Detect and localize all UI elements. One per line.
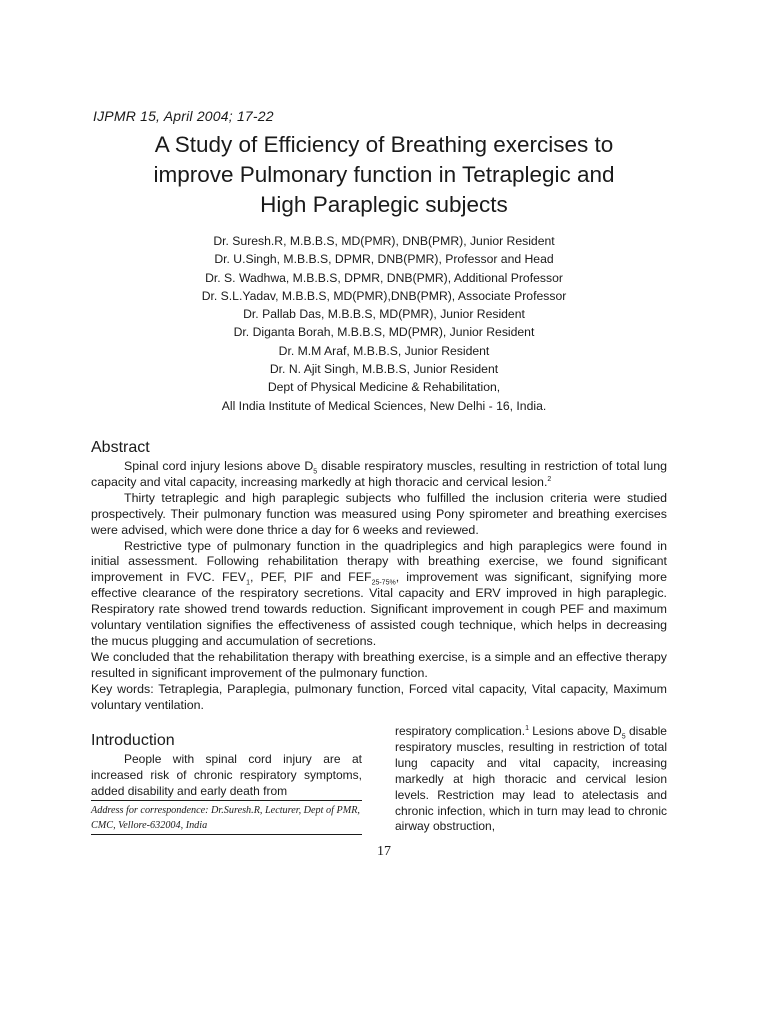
text-run: respiratory complication. bbox=[395, 724, 526, 738]
author-line: Dr. U.Singh, M.B.B.S, DPMR, DNB(PMR), Professor and Head bbox=[214, 252, 554, 267]
abstract-conclusion: We concluded that the rehabilitation therapy with breathing exercise, is a simple and an effective therapy resulted in significant improvement of the pulmonary function. bbox=[91, 649, 667, 680]
title-line: High Paraplegic subjects bbox=[260, 192, 508, 217]
abstract-paragraph bbox=[91, 459, 667, 491]
column-bottom-rule bbox=[91, 834, 362, 835]
text-run: disable respiratory muscles, resulting in restriction of total lung capacity and vital capacity, increasing markedly at high thoracic and cervical lesion levels. Restriction may lead to atelectasis and chronic infection, which in turn may lead to chronic airway obstruction, bbox=[395, 724, 667, 834]
keywords: Key words: Tetraplegia, Paraplegia, pulmonary function, Forced vital capacity, Vital capacity, Maximum voluntary ventilation. bbox=[91, 681, 667, 712]
introduction-heading: Introduction bbox=[91, 732, 175, 749]
page-number: 17 bbox=[377, 844, 391, 859]
author-line: Dr. N. Ajit Singh, M.B.B.S, Junior Resident bbox=[269, 362, 499, 377]
subscript: 5 bbox=[313, 468, 318, 476]
subscript: 1 bbox=[246, 579, 250, 587]
text-run: , PEF, PIF and FEF bbox=[249, 570, 372, 585]
author-line: Dr. M.M Araf, M.B.B.S, Junior Resident bbox=[278, 343, 490, 358]
affiliation-line: Dept of Physical Medicine & Rehabilitation, bbox=[267, 380, 501, 395]
subscript: 25-75% bbox=[371, 579, 396, 587]
introduction-left-column bbox=[91, 752, 362, 800]
affiliation-line: All India Institute of Medical Sciences, New Delhi - 16, India. bbox=[221, 398, 547, 413]
introduction-right-column bbox=[395, 724, 667, 835]
text-run: disable respiratory muscles, resulting in restriction of total lung capacity and vital capacity, increasing markedly at high thoracic and cervical lesion. bbox=[91, 459, 667, 489]
author-line: Dr. Diganta Borah, M.B.B.S, MD(PMR), Junior Resident bbox=[233, 325, 535, 340]
subscript: 5 bbox=[621, 733, 626, 741]
author-line: Dr. Pallab Das, M.B.B.S, MD(PMR), Junior Resident bbox=[243, 307, 525, 322]
text-run: Lesions above D bbox=[528, 724, 622, 738]
author-line: Dr. S. Wadhwa, M.B.B.S, DPMR, DNB(PMR), Additional Professor bbox=[205, 270, 563, 285]
title-line: A Study of Efficiency of Breathing exercises to bbox=[154, 132, 614, 157]
introduction-paragraph: People with spinal cord injury are at increased risk of chronic respiratory symptoms, added disability and early death from bbox=[91, 752, 362, 798]
abstract-paragraph: Thirty tetraplegic and high paraplegic subjects who fulfilled the inclusion criteria were studied prospectively. Their pulmonary function was measured using Pony spirometer and breathing exercises were advised, which were done thrice a day for 6 weeks and reviewed. bbox=[91, 490, 667, 537]
journal-reference: IJPMR 15, April 2004; 17-22 bbox=[93, 108, 274, 124]
text-run: , improvement was significant, signifying more effective clearance of the respiratory secretions. Vital capacity and ERV improved in high paraplegic. Respiratory rate showed trend towards reduction. Significant improvement in cough PEF and maximum voluntary ventilation signifies the effectiveness of assisted cough technique, which helps in decreasing the mucus plugging and accumulation of secretions. bbox=[91, 570, 668, 648]
abstract-paragraph bbox=[91, 539, 667, 650]
text-run: Restrictive type of pulmonary function in the quadriplegics and high paraplegics were found in initial assessment. Following rehabilitation therapy with breathing exercise, we found significant improvement in FVC. FEV bbox=[91, 538, 667, 585]
title-line: improve Pulmonary function in Tetraplegic and bbox=[153, 162, 615, 187]
author-line: Dr. S.L.Yadav, M.B.B.S, MD(PMR),DNB(PMR), Associate Professor bbox=[201, 288, 567, 303]
author-list bbox=[90, 232, 678, 415]
correspondence-address: Address for correspondence: Dr.Suresh.R, Lecturer, Dept of PMR, CMC, Vellore-632004, India bbox=[91, 805, 360, 831]
author-line: Dr. Suresh.R, M.B.B.S, MD(PMR), DNB(PMR), Junior Resident bbox=[213, 234, 555, 248]
citation-superscript: 2 bbox=[547, 475, 552, 483]
text-run: Spinal cord injury lesions above D bbox=[124, 459, 314, 473]
abstract-body bbox=[91, 459, 667, 714]
introduction-paragraph bbox=[395, 724, 667, 835]
abstract-heading: Abstract bbox=[91, 439, 150, 456]
paper-title bbox=[90, 130, 678, 220]
citation-superscript: 1 bbox=[525, 725, 529, 732]
footnote-divider bbox=[91, 800, 362, 801]
